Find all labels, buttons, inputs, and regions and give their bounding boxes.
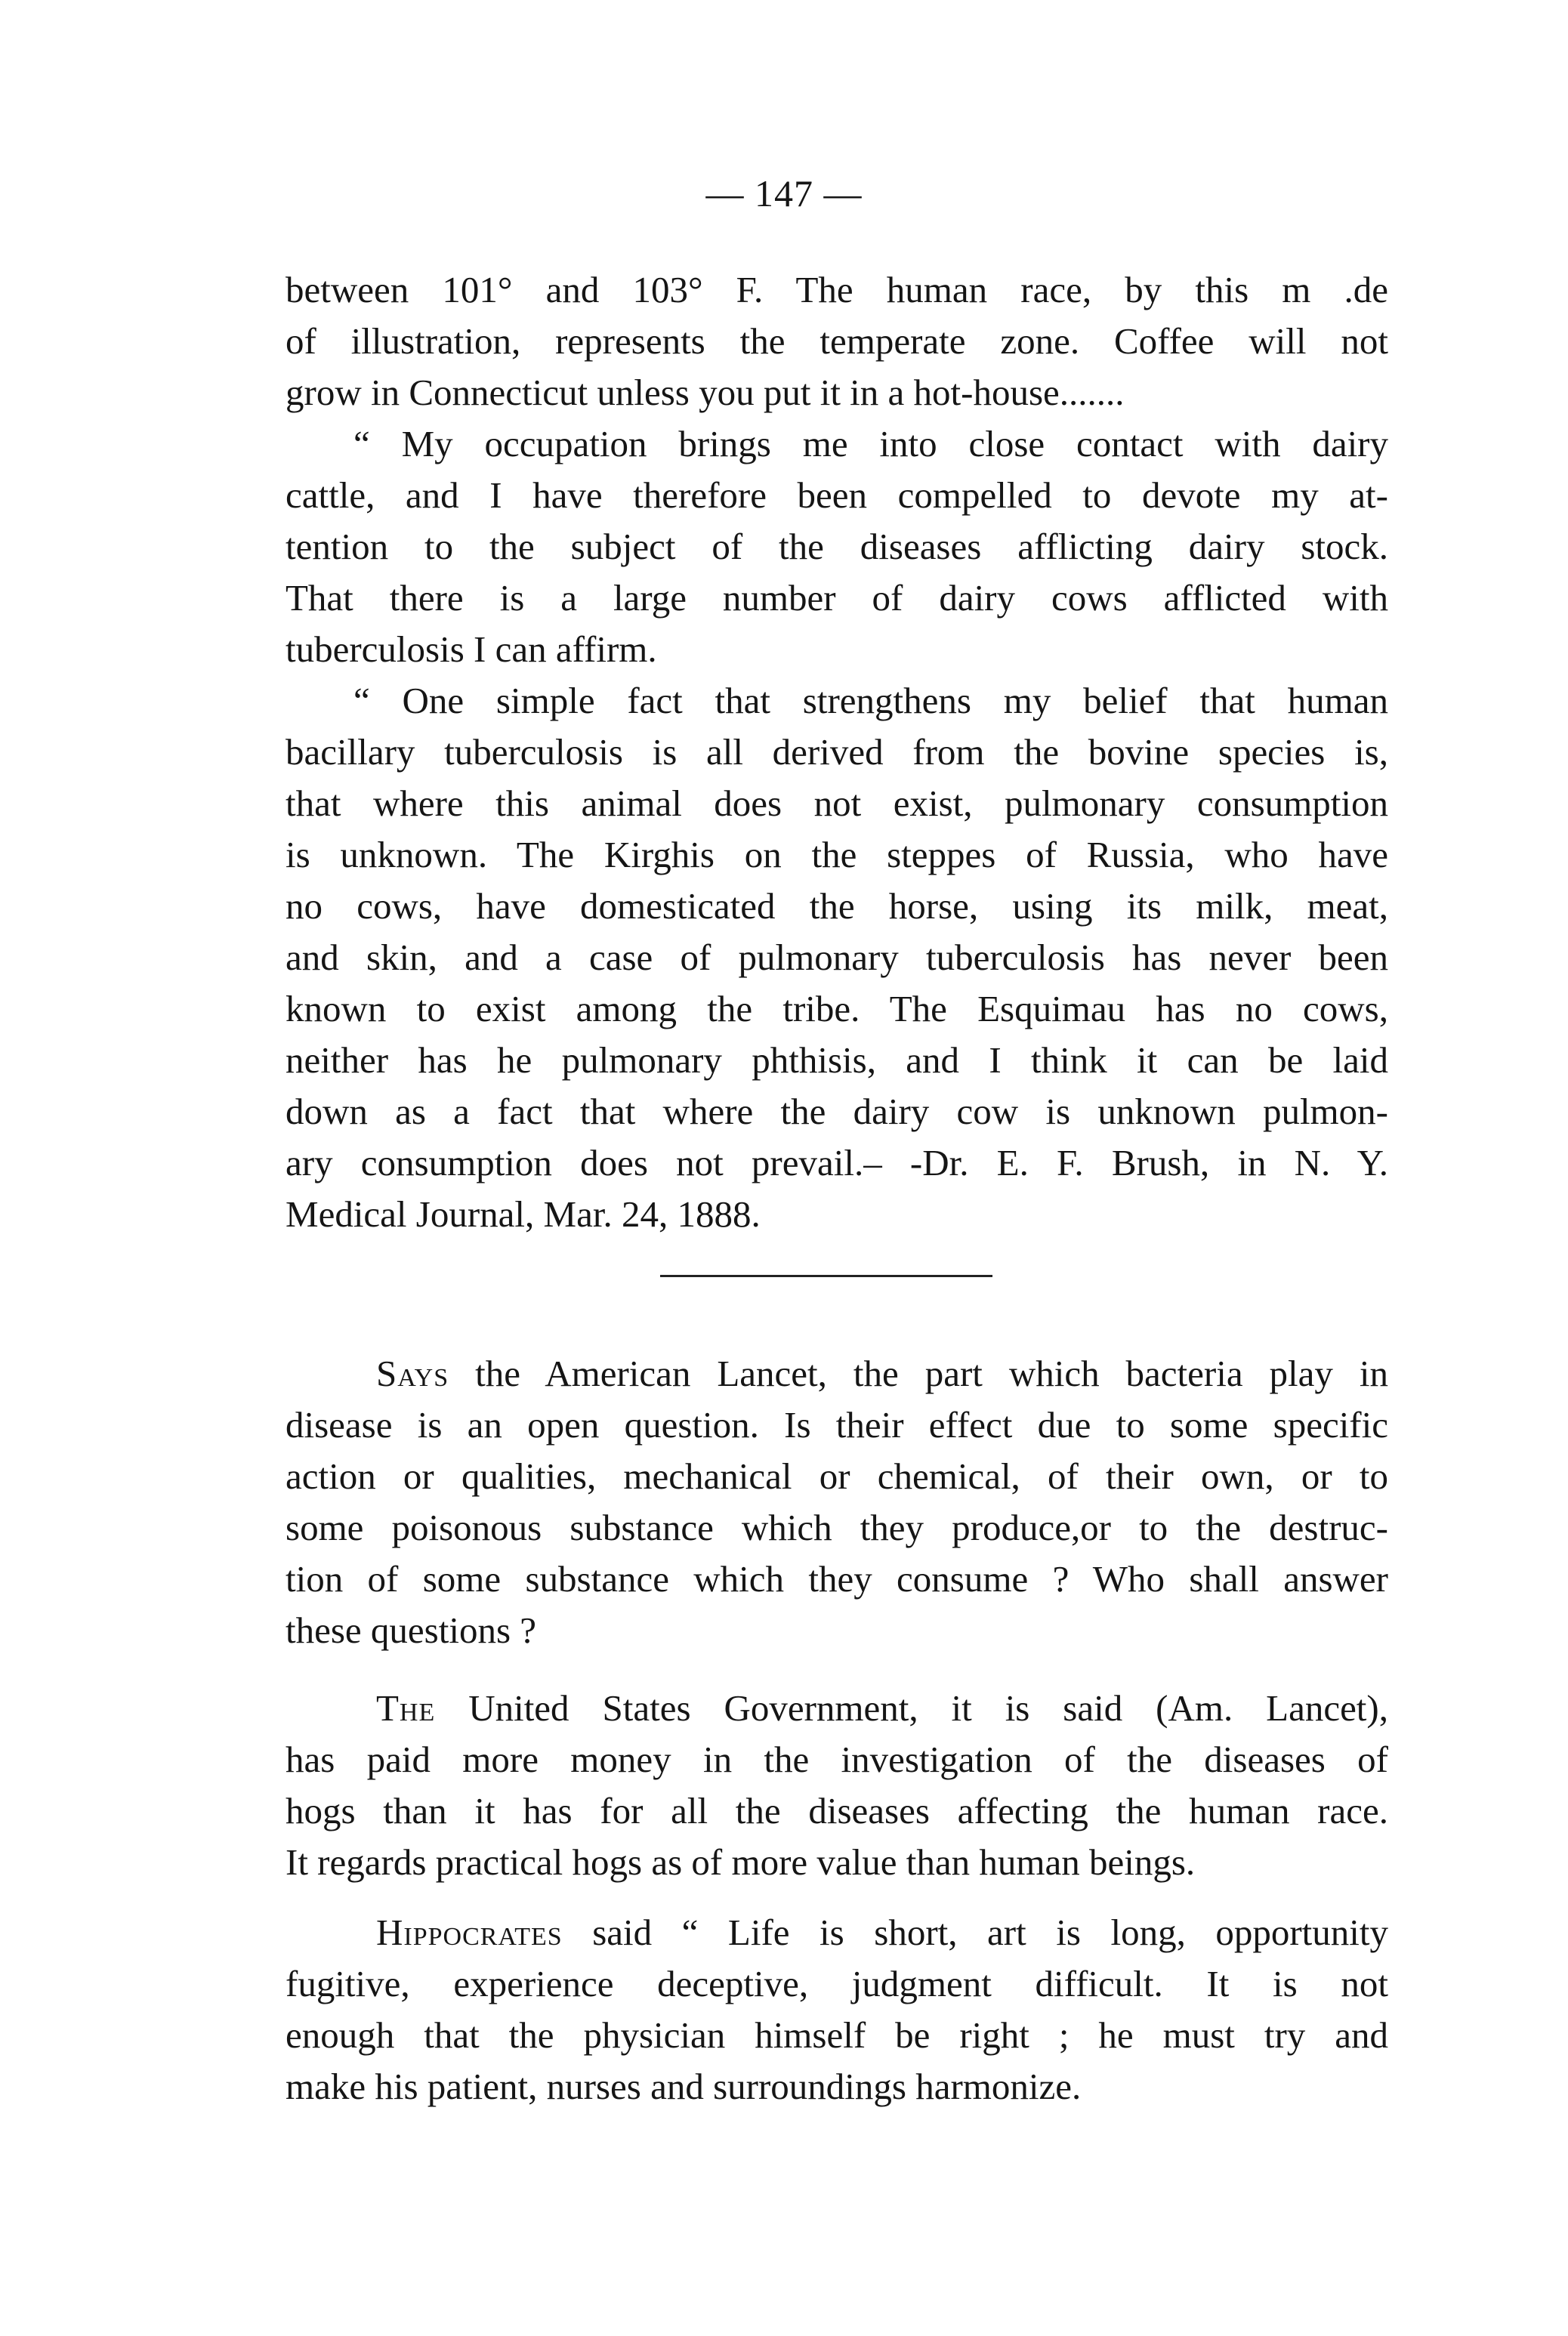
text-line: cattle, and I have therefore been compelled to devote my at- [286, 474, 1388, 516]
text-line: Medical Journal, Mar. 24, 1888. [286, 1193, 761, 1235]
text-line [286, 1348, 1388, 1399]
text-line: tuberculosis I can affirm. [286, 628, 657, 670]
text-line: is unknown. The Kirghis on the steppes of Russia, who have [286, 834, 1388, 875]
section-divider [660, 1275, 992, 1277]
text-line: enough that the physician himself be right ; he must try and [286, 2014, 1388, 2056]
text-line: ary consumption does not prevail.– -Dr. E. F. Brush, in N. Y. [286, 1142, 1388, 1183]
government-paragraph [286, 1683, 1388, 1888]
text-line: between 101° and 103° F. The human race, by this m .de [286, 269, 1388, 310]
text-line: that where this animal does not exist, pulmonary consumption [286, 782, 1388, 824]
lead-word: Says [376, 1353, 449, 1394]
text-line: It regards practical hogs as of more value than human beings. [286, 1841, 1196, 1883]
text-line: these questions ? [286, 1609, 537, 1651]
text-line: no cows, have domesticated the horse, using its milk, meat, [286, 885, 1388, 927]
text-line: tion of some substance which they consume ? Who shall answer [286, 1558, 1388, 1600]
text-line [286, 1907, 1388, 1958]
page-number: — 147 — [705, 172, 863, 214]
text-line: down as a fact that where the dairy cow is unknown pulmon- [286, 1091, 1388, 1132]
text-line [286, 1683, 1388, 1734]
text-fragment: United States Government, it is said (Am. Lancet), [435, 1687, 1388, 1729]
text-line: some poisonous substance which they produce,or to the destruc- [286, 1507, 1388, 1548]
text-line: and skin, and a case of pulmonary tuberculosis has never been [286, 937, 1388, 978]
text-fragment: the American Lancet, the part which bacteria play in [449, 1353, 1388, 1394]
text-line: has paid more money in the investigation of the diseases of [286, 1739, 1388, 1780]
text-line: neither has he pulmonary phthisis, and I think it can be laid [286, 1039, 1388, 1081]
hippocrates-paragraph [286, 1907, 1388, 2112]
text-line: make his patient, nurses and surroundings harmonize. [286, 2066, 1082, 2107]
text-line: grow in Connecticut unless you put it in a hot-house....... [286, 372, 1125, 413]
lead-word: The [376, 1687, 436, 1729]
text-line: action or qualities, mechanical or chemical, of their own, or to [286, 1455, 1388, 1497]
text-line: fugitive, experience deceptive, judgment difficult. It is not [286, 1963, 1388, 2004]
text-line: disease is an open question. Is their effect due to some specific [286, 1404, 1388, 1446]
text-line: That there is a large number of dairy cows afflicted with [286, 577, 1388, 619]
text-line: “ One simple fact that strengthens my belief that human [353, 680, 1388, 721]
article-text [286, 264, 1388, 1240]
text-line: “ My occupation brings me into close contact with dairy [353, 423, 1388, 464]
text-line: hogs than it has for all the diseases affecting the human race. [286, 1790, 1388, 1831]
text-line: bacillary tuberculosis is all derived from the bovine species is, [286, 731, 1388, 773]
text-line: of illustration, represents the temperate zone. Coffee will not [286, 320, 1388, 362]
text-line: tention to the subject of the diseases afflicting dairy stock. [286, 526, 1388, 567]
text-line: known to exist among the tribe. The Esquimau has no cows, [286, 988, 1388, 1029]
text-fragment: said “ Life is short, art is long, opportunity [562, 1912, 1388, 1953]
lead-word: Hippocrates [376, 1912, 563, 1953]
lancet-paragraph [286, 1348, 1388, 1656]
